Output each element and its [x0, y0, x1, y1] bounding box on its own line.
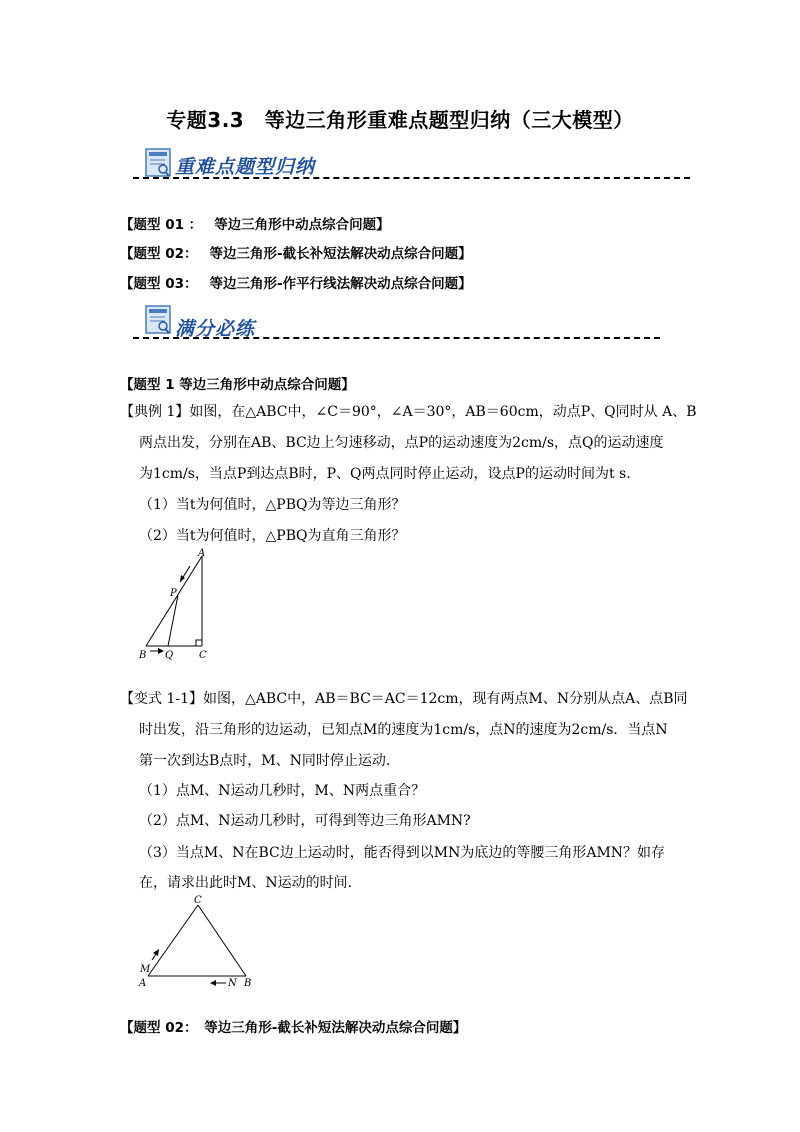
divider [133, 177, 690, 179]
page-title: 专题3.3 等边三角形重难点题型归纳（三大模型） [166, 108, 634, 132]
example-line: 【典例 1】如图，在△ABC中，∠C＝90°，∠A＝30°，AB＝60cm，动点P、Q同时从 A、B [120, 404, 697, 420]
label-Q: Q [165, 650, 174, 661]
section-heading: 【题型 1 等边三角形中动点综合问题】 [120, 377, 355, 393]
label-A: A [198, 548, 206, 559]
question-1: （1）点M、N运动几秒时，M、N两点重合？ [139, 783, 426, 799]
variant-tag: 【变式 1-1】 [120, 691, 203, 707]
variant-line: 【变式 1-1】如图，△ABC中，AB＝BC＝AC＝12cm，现有两点M、N分别从点A、点B同 [120, 691, 688, 707]
example-tag: 【典例 1】 [120, 404, 190, 420]
example-line: 两点出发，分别在AB、BC边上匀速移动，点P的运动速度为2cm/s，点Q的运动速度 [139, 435, 664, 451]
label-B: B [244, 978, 252, 989]
label-C: C [199, 650, 207, 661]
question-3-cont: 在，请求出此时M、N运动的时间. [139, 875, 353, 891]
doc-report-icon [145, 148, 173, 178]
label-M: M [140, 964, 151, 975]
question-1: （1）当t为何值时，△PBQ为等边三角形？ [139, 497, 406, 513]
label-B: B [139, 650, 147, 661]
banner-title: 重难点题型归纳 [175, 156, 316, 178]
example-line: 为1cm/s，当点P到达点B时，P、Q两点同时停止运动，设点P的运动时间为t s. [139, 466, 631, 482]
toc-item-2: 【题型 02： 等边三角形-截长补短法解决动点综合问题】 [120, 246, 472, 262]
label-C: C [194, 895, 202, 906]
toc-item-1: 【题型 01 ： 等边三角形中动点综合问题】 [120, 217, 390, 233]
toc-item-3: 【题型 03： 等边三角形-作平行线法解决动点综合问题】 [120, 276, 472, 292]
label-N: N [228, 978, 237, 989]
doc-report-icon [145, 305, 173, 335]
label-P: P [170, 588, 177, 599]
divider [133, 337, 660, 339]
banner-full-score [145, 305, 256, 340]
label-A: A [139, 978, 147, 989]
question-2: （2）点M、N运动几秒时，可得到等边三角形AMN? [139, 813, 471, 829]
figure-equilateral-triangle [130, 893, 270, 993]
banner-title: 满分必练 [175, 318, 256, 340]
variant-line: 时出发，沿三角形的边运动，已知点M的速度为1cm/s，点N的速度为2cm/s．当点N [139, 722, 668, 738]
question-2: （2）当t为何值时，△PBQ为直角三角形？ [139, 528, 406, 544]
variant-line: 第一次到达B点时，M、N同时停止运动. [139, 753, 391, 769]
section-heading: 【题型 02： 等边三角形-截长补短法解决动点综合问题】 [120, 1020, 467, 1036]
question-3: （3）当点M、N在BC边上运动时，能否得到以MN为底边的等腰三角形AMN？如存 [139, 845, 666, 861]
figure-right-triangle [130, 548, 220, 664]
